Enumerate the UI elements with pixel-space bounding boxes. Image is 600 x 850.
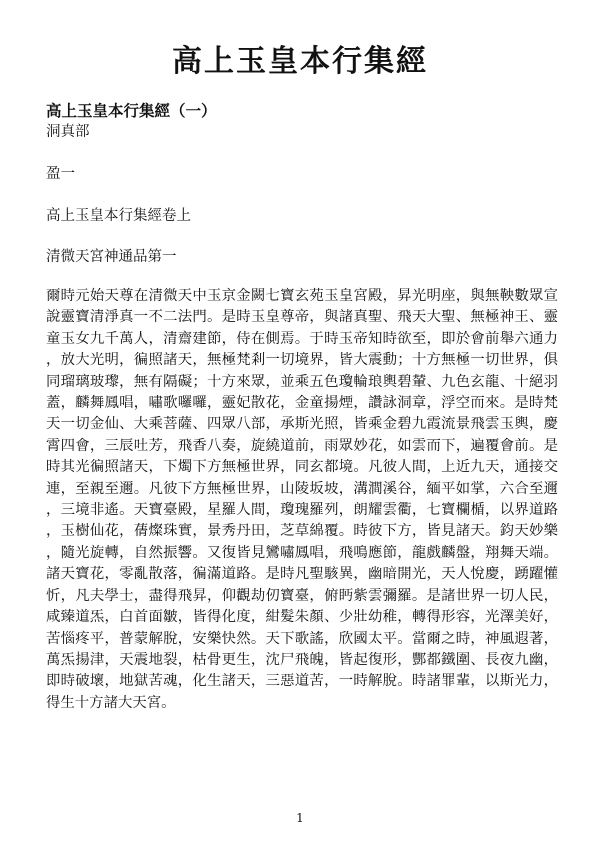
section-title: 高上玉皇本行集經（一） <box>46 101 217 120</box>
category-label: 洞真部 <box>46 124 90 140</box>
chapter-subheading: 清微天宮神通品第一 <box>46 249 177 265</box>
chapter-heading: 高上玉皇本行集經卷上 <box>46 208 191 224</box>
volume-mark: 盈一 <box>46 166 75 182</box>
page-title: 高上玉皇本行集經 <box>172 44 428 79</box>
body-paragraph: 爾時元始天尊在清微天中玉京金闕七寶玄苑玉皇宮殿，昇光明座，與無鞅數眾宣說靈寶清淨真一不二法門。是時玉皇尊帝，與諸真聖、飛天大聖、無極神王、靈童玉女九千萬人，清齋建節，侍在側焉。于時玉帝知時欲至，即於會前舉六通力，放大光明，徧照諸天，無極梵剎一切境界，皆大震動；十方無極一切世界，俱同瑠璃玻瓈，無有隔礙；十方來眾，並乘五色瓊輪琅輿碧輦、九色玄龍、十絕羽蓋，麟舞鳳唱，嘯歌囉囉，靈妃散花，金童揚煙，讚詠洞章，浮空而來。是時梵天一切金仙、大乘菩薩、四眾八部，承斯光照，皆乘金碧九霞流景飛雲玉輿，慶霄四會，三辰吐芳，飛香八奏，旋繞道前，雨眾妙花，如雲而下，遍覆會前。是時其光徧照諸天，下燭下方無極世界，同玄都境。凡彼人間，上近九天，通接交連，至親至邇。凡彼下方無極世界，山陵坂坡，溝澗溪谷，緬平如掌，六合至邇，三境非遙。天寶臺殿，星羅人間，瓊瑰羅列，朗耀雲衢，七寶欄楯，以界道路，玉樹仙花，蒨燦珠實，景秀丹田，芝草綿覆。時彼下方，皆見諸天。鈞天妙樂，隨光旋轉，自然振響。又復皆見鸞嘯鳳唱，飛鳴應節，龍戲麟盤，翔舞天端。諸天寶花，零亂散落，徧滿道路。是時凡聖駭異，幽暗開光，天人悅慶，踴躍懽忻，凡夫學士，盡得飛昇，仰觀劫仞寶臺，俯眄紫雲彌羅。是諸世界一切人民，咸臻道炁，白首面皺，皆得化度，紺髮朱顏、少壯幼稚，轉得形容，光澤美好，苦惱疼平，普蒙解脫，安樂快然。天下歌謠，欣國太平。當爾之時，神風遐著，萬炁揚津，天震地裂，枯骨更生，沈尸飛魄，皆起復形，酆都鐵圍、長夜九幽，即時破壞，地獄苦魂，化生諸天，三惡道苦，一時解脫。時諸罪輩，以斯光力，得生十方諸大天宮。 <box>46 288 558 711</box>
page-number: 1 <box>296 811 304 825</box>
